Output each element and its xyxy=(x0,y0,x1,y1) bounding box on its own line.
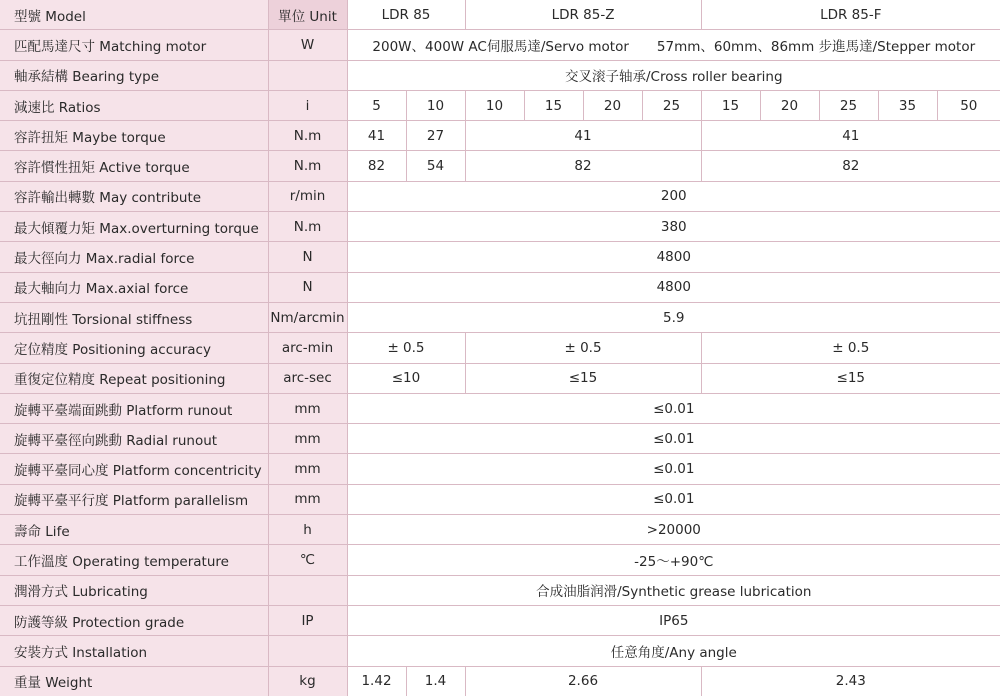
value-cell: 54 xyxy=(406,151,465,181)
row-unit: N.m xyxy=(268,121,347,151)
row-label: 最大傾覆力矩 Max.overturning torque xyxy=(0,212,268,242)
value-cell: 27 xyxy=(406,121,465,151)
row-value: -25～+90℃ xyxy=(347,545,1000,575)
table-header-row xyxy=(0,0,1000,30)
table-row xyxy=(0,515,1000,545)
row-label: 容許扭矩 Maybe torque xyxy=(0,121,268,151)
table-row xyxy=(0,636,1000,666)
row-unit: N.m xyxy=(268,151,347,181)
value-cell: ≤10 xyxy=(347,363,465,393)
value-cell: 1.4 xyxy=(406,666,465,696)
value-cell: 82 xyxy=(347,151,406,181)
value-cell: 82 xyxy=(465,151,701,181)
ratio-cell: 35 xyxy=(878,90,937,120)
row-value: >20000 xyxy=(347,515,1000,545)
value-cell: 2.66 xyxy=(465,666,701,696)
table-row xyxy=(0,60,1000,90)
row-label: 最大軸向力 Max.axial force xyxy=(0,272,268,302)
row-unit: i xyxy=(268,90,347,120)
row-unit: kg xyxy=(268,666,347,696)
row-label: 安裝方式 Installation xyxy=(0,636,268,666)
servo-motor-text: 200W、400W AC伺服馬達/Servo motor xyxy=(372,38,629,55)
unit-header: 單位 Unit xyxy=(268,0,347,30)
row-label: 定位精度 Positioning accuracy xyxy=(0,333,268,363)
table-row xyxy=(0,272,1000,302)
ratio-cell: 15 xyxy=(701,90,760,120)
row-label: 防護等級 Protection grade xyxy=(0,605,268,635)
ratio-cell: 50 xyxy=(937,90,1000,120)
table-row xyxy=(0,484,1000,514)
value-cell: 1.42 xyxy=(347,666,406,696)
value-cell: ≤15 xyxy=(465,363,701,393)
row-unit: N xyxy=(268,242,347,272)
table-row xyxy=(0,545,1000,575)
row-unit: mm xyxy=(268,424,347,454)
row-label: 重量 Weight xyxy=(0,666,268,696)
value-cell: 82 xyxy=(701,151,1000,181)
ratio-cell: 20 xyxy=(760,90,819,120)
row-label: 最大徑向力 Max.radial force xyxy=(0,242,268,272)
table-row xyxy=(0,151,1000,181)
row-unit xyxy=(268,60,347,90)
row-label: 旋轉平臺徑向跳動 Radial runout xyxy=(0,424,268,454)
row-unit: Nm/arcmin xyxy=(268,302,347,332)
row-label: 減速比 Ratios xyxy=(0,90,268,120)
row-value: 4800 xyxy=(347,242,1000,272)
model-ldr85-header: LDR 85 xyxy=(347,0,465,30)
row-label: 潤滑方式 Lubricating xyxy=(0,575,268,605)
row-unit: N xyxy=(268,272,347,302)
row-label: 旋轉平臺端面跳動 Platform runout xyxy=(0,393,268,423)
row-unit: h xyxy=(268,515,347,545)
table-row xyxy=(0,363,1000,393)
table-row xyxy=(0,605,1000,635)
value-cell: 41 xyxy=(465,121,701,151)
row-value: 200 xyxy=(347,181,1000,211)
row-label: 坑扭剛性 Torsional stiffness xyxy=(0,302,268,332)
row-unit: mm xyxy=(268,484,347,514)
row-label: 重復定位精度 Repeat positioning xyxy=(0,363,268,393)
table-row xyxy=(0,302,1000,332)
row-label: 旋轉平臺同心度 Platform concentricity xyxy=(0,454,268,484)
row-value: ≤0.01 xyxy=(347,393,1000,423)
row-value: 380 xyxy=(347,212,1000,242)
table-row xyxy=(0,212,1000,242)
value-cell: 41 xyxy=(701,121,1000,151)
stepper-motor-text: 57mm、60mm、86mm 步進馬達/Stepper motor xyxy=(656,38,976,55)
row-unit: ℃ xyxy=(268,545,347,575)
table-row xyxy=(0,333,1000,363)
row-label: 壽命 Life xyxy=(0,515,268,545)
ratio-cell: 5 xyxy=(347,90,406,120)
table-row xyxy=(0,393,1000,423)
table-row xyxy=(0,242,1000,272)
table-row xyxy=(0,424,1000,454)
value-cell: 2.43 xyxy=(835,673,866,690)
value-cell: 41 xyxy=(347,121,406,151)
row-value: ≤0.01 xyxy=(347,484,1000,514)
row-value: 5.9 xyxy=(347,302,1000,332)
table-row xyxy=(0,121,1000,151)
ratio-cell: 10 xyxy=(406,90,465,120)
ratio-cell: 10 xyxy=(465,90,524,120)
motor-value xyxy=(347,30,1000,60)
ratio-cell: 25 xyxy=(642,90,701,120)
row-unit: IP xyxy=(268,605,347,635)
row-unit xyxy=(268,636,347,666)
row-unit xyxy=(268,575,347,605)
row-value: 交叉滚子轴承/Cross roller bearing xyxy=(347,60,1000,90)
row-unit: N.m xyxy=(268,212,347,242)
row-label: 旋轉平臺平行度 Platform parallelism xyxy=(0,484,268,514)
row-label: 匹配馬達尺寸 Matching motor xyxy=(0,30,268,60)
row-value: ≤0.01 xyxy=(347,424,1000,454)
row-label: 工作溫度 Operating temperature xyxy=(0,545,268,575)
row-unit: arc-sec xyxy=(268,363,347,393)
row-unit: mm xyxy=(268,393,347,423)
model-label: 型號 Model xyxy=(0,0,268,30)
value-cell: ± 0.5 xyxy=(465,333,701,363)
row-unit: W xyxy=(268,30,347,60)
row-value: 任意角度/Any angle xyxy=(347,636,1000,666)
row-value: 合成油脂润滑/Synthetic grease lubrication xyxy=(347,575,1000,605)
table-row xyxy=(0,575,1000,605)
table-row xyxy=(0,666,1000,696)
row-unit: mm xyxy=(268,454,347,484)
row-value: ≤0.01 xyxy=(347,454,1000,484)
table-row xyxy=(0,90,1000,120)
row-label: 軸承結構 Bearing type xyxy=(0,60,268,90)
value-cell: ≤15 xyxy=(701,363,1000,393)
row-unit: r/min xyxy=(268,181,347,211)
table-row xyxy=(0,181,1000,211)
value-cell: ± 0.5 xyxy=(347,333,465,363)
row-value: IP65 xyxy=(347,605,1000,635)
model-ldr85z-header: LDR 85-Z xyxy=(465,0,701,30)
row-unit: arc-min xyxy=(268,333,347,363)
ratio-cell: 20 xyxy=(583,90,642,120)
value-cell: ± 0.5 xyxy=(701,333,1000,363)
table-row xyxy=(0,454,1000,484)
row-label: 容許慣性扭矩 Active torque xyxy=(0,151,268,181)
ratio-cell: 15 xyxy=(524,90,583,120)
row-label: 容許輸出轉數 May contribute xyxy=(0,181,268,211)
ratio-cell: 25 xyxy=(819,90,878,120)
model-ldr85f-header: LDR 85-F xyxy=(701,0,1000,30)
table-row xyxy=(0,30,1000,60)
row-value: 4800 xyxy=(347,272,1000,302)
